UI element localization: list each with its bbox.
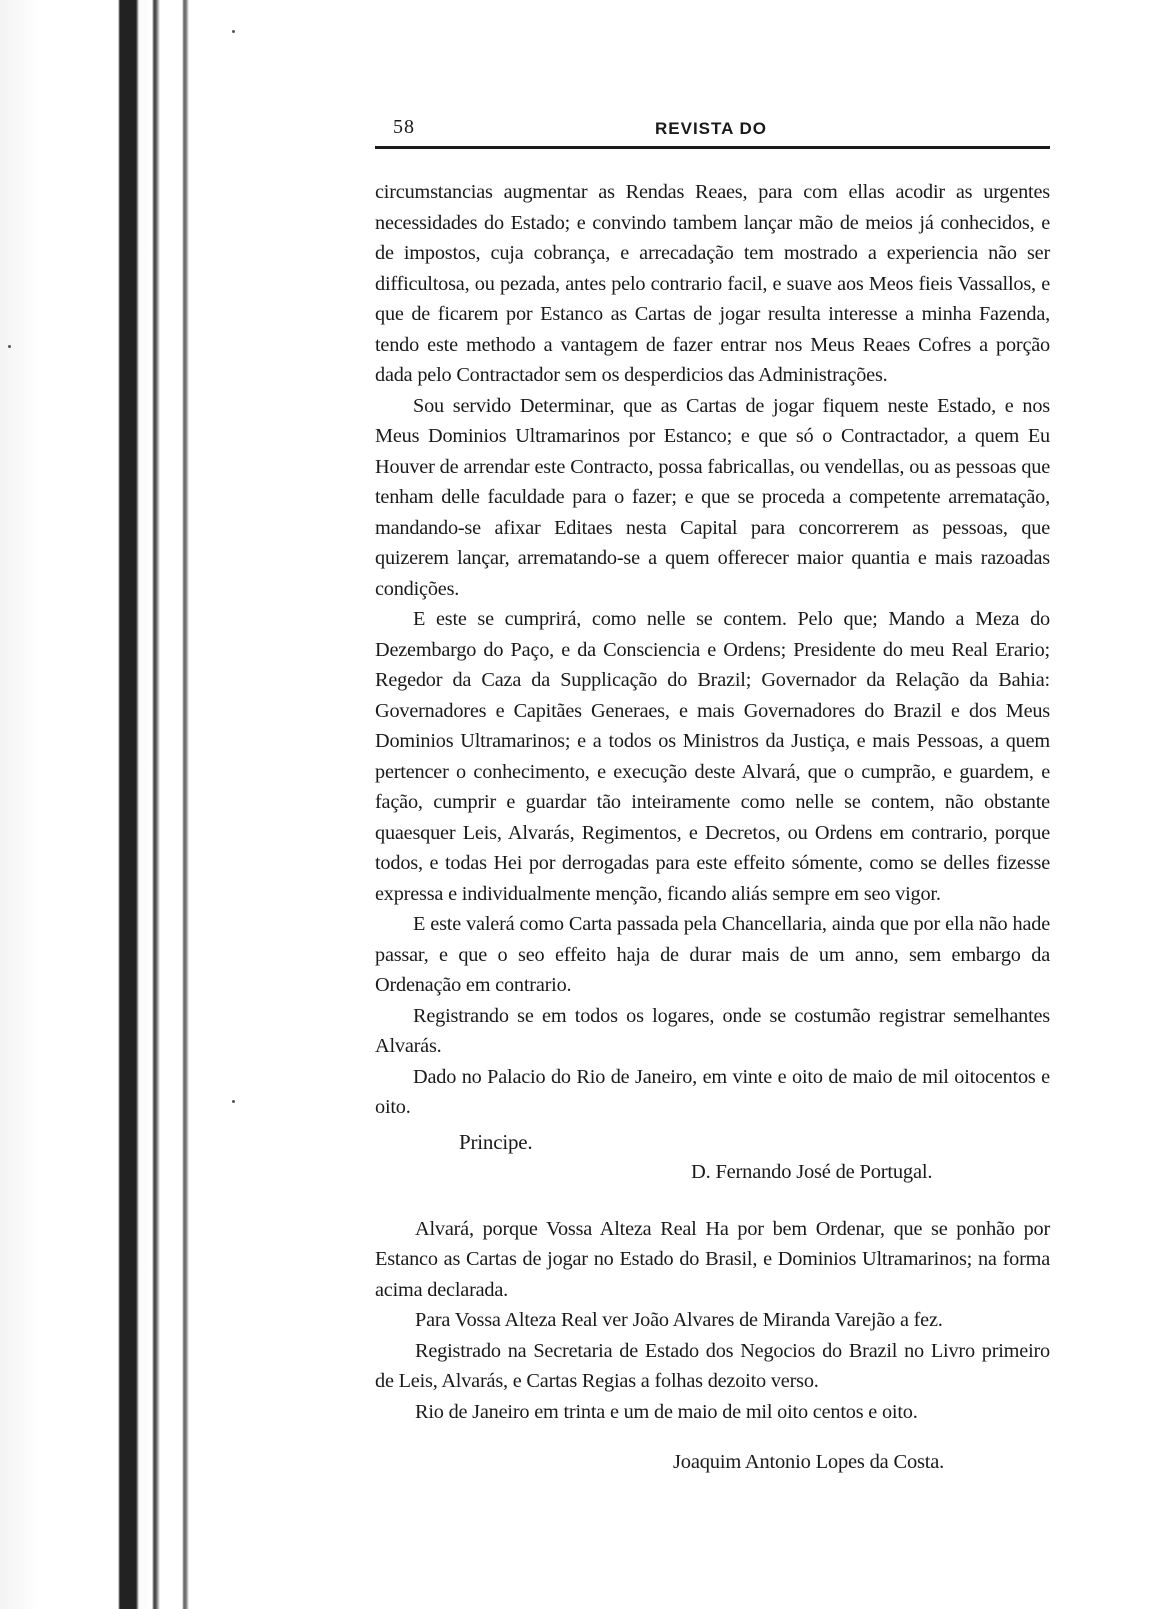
paragraph: E este se cumprirá, como nelle se contem. Pelo que; Mando a Meza do Dezembargo do Paço, e da Consciencia e Ordens; Presidente do meu Real Erario; Regedor da Caza da Supplicação do Brazil; Governador da Relação da Bahia: Governadores e Capitães Generaes, e mais Governadores do Brazil e dos Meus Dominios Ultramarinos; e a todos os Ministros da Justiça, e mais Pessoas, a quem pertencer o conhecimento, e execução deste Alvará, que o cumprão, e guardem, e fação, cumprir e guardar tão inteiramente como nelle se contem, não obstante quaesquer Leis, Alvarás, Regimentos, e Decretos, ou Ordens em contrario, porque todos, e todas Hei por derrogadas para este effeito sómente, como se delles fizesse expressa e individualmente menção, ficando aliás sempre em seo vigor. <box>375 608 1050 905</box>
book-page <box>375 110 1050 1478</box>
ink-speck <box>232 30 235 33</box>
signature-minister: D. Fernando José de Portugal. <box>691 1161 933 1183</box>
page-number: 58 <box>393 116 415 138</box>
paragraph: Registrando se em todos os logares, onde se costumão registrar semelhantes Alvarás. <box>375 1004 1050 1057</box>
page-body <box>375 177 1050 1478</box>
closing-paragraph: Rio de Janeiro em trinta e um de maio de mil oito centos e oito. <box>415 1400 918 1423</box>
ink-speck <box>232 1100 235 1103</box>
closing-paragraph: Para Vossa Alteza Real ver João Alvares de Miranda Varejão a fez. <box>415 1309 943 1331</box>
paragraph: E este valerá como Carta passada pela Chancellaria, ainda que por ella não hade passar, e que o seo effeito haja de durar mais de um anno, sem embargo da Ordenação em contrario. <box>375 913 1050 996</box>
running-title: REVISTA DO <box>655 119 768 138</box>
book-binding-gutter <box>0 0 200 1609</box>
paragraph: Sou servido Determinar, que as Cartas de jogar fiquem neste Estado, e nos Meus Dominios Ultramarinos por Estanco; e que só o Contractador, a quem Eu Houver de arrendar este Contracto, possa fabricallas, ou vendellas, ou as pessoas que tenham delle faculdade para o fazer; e que se proceda a competente arrematação, mandando-se afixar Editaes nesta Capital para concorrerem as pessoas, que quizerem lançar, arrematando-se a quem offerecer maior quantia e mais razoadas condições. <box>375 394 1050 600</box>
ink-speck <box>8 345 11 348</box>
paragraph: Dado no Palacio do Rio de Janeiro, em vinte e oito de maio de mil oitocentos e oito. <box>375 1065 1050 1118</box>
signature-registrar: Joaquim Antonio Lopes da Costa. <box>673 1451 945 1473</box>
closing-paragraph: Registrado na Secretaria de Estado dos Negocios do Brazil no Livro primeiro de Leis, Alvarás, e Cartas Regias a folhas dezoito verso. <box>375 1339 1050 1392</box>
signature-principe: Principe. <box>459 1129 533 1154</box>
paragraph: circumstancias augmentar as Rendas Reaes, para com ellas acodir as urgentes necessidades do Estado; e convindo tambem lançar mão de meios já conhecidos, e de impostos, cuja cobrança, e arrecadação tem mostrado a experiencia não ser difficultosa, ou pezada, antes pelo contrario facil, e suave aos Meos fieis Vassallos, e que de ficarem por Estanco as Cartas de jogar resulta interesse a minha Fazenda, tendo este methodo a vantagem de fazer entrar nos Meus Reaes Cofres a porção dada pelo Contractador sem os desperdicios das Administrações. <box>375 181 1050 386</box>
closing-paragraph: Alvará, porque Vossa Alteza Real Ha por bem Ordenar, que se ponhão por Estanco as Cartas de jogar no Estado do Brasil, e Dominios Ultramarinos; na forma acima declarada. <box>375 1217 1050 1301</box>
section-gap <box>375 1188 1050 1214</box>
page-header <box>375 110 1050 149</box>
